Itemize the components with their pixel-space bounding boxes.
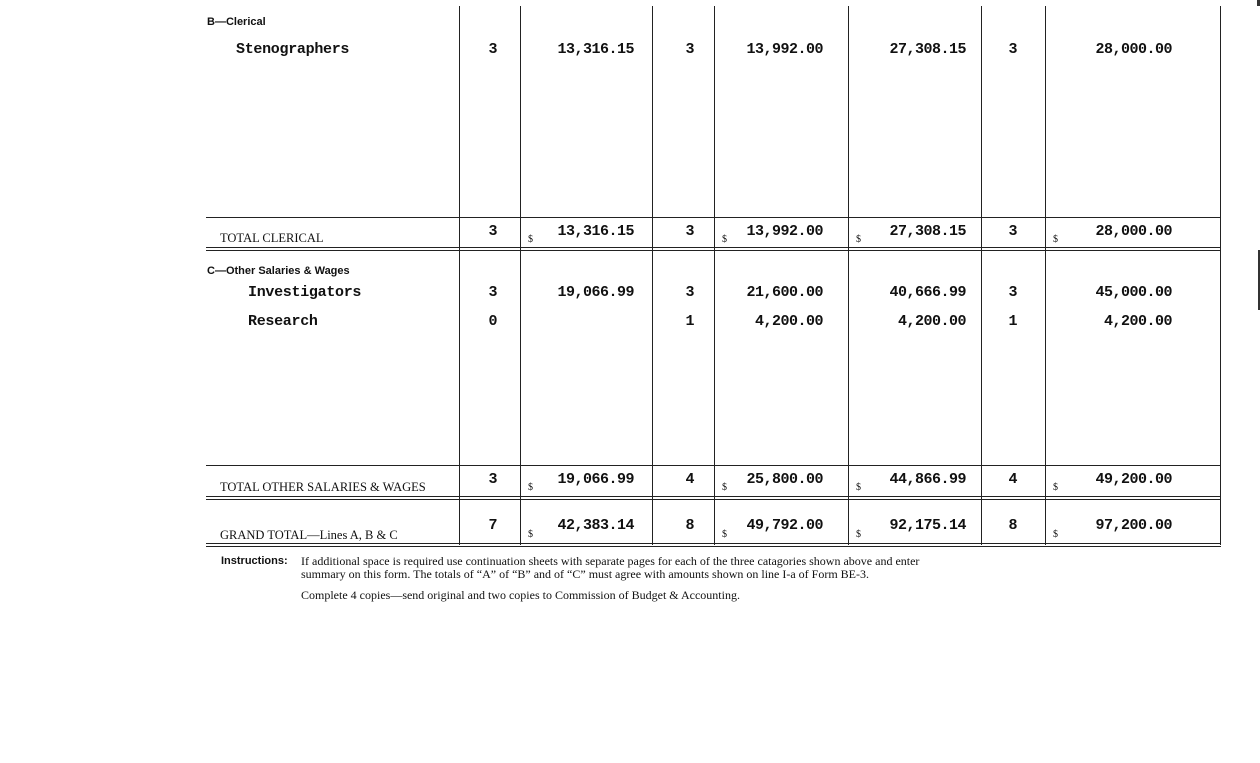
- cell: 3: [685, 284, 695, 301]
- cell: 3: [488, 471, 498, 488]
- cell: 4,200.00: [897, 313, 966, 330]
- section-header-other-salaries: C—Other Salaries & Wages: [207, 265, 350, 277]
- dollar-sign: $: [1053, 482, 1058, 493]
- total-label: TOTAL CLERICAL: [220, 231, 324, 245]
- rule-below-grand-total: [206, 546, 1221, 547]
- dollar-sign: $: [856, 234, 861, 245]
- cell: 3: [685, 41, 695, 58]
- dollar-sign: $: [722, 234, 727, 245]
- dollar-sign: $: [722, 482, 727, 493]
- cell: 13,316.15: [557, 41, 634, 58]
- row-title: Investigators: [248, 284, 362, 301]
- cell: 1: [685, 313, 695, 330]
- rule-below-grand-total: [206, 543, 1221, 544]
- cell: 3: [488, 284, 498, 301]
- rule-below-total-clerical: [206, 250, 1221, 251]
- cell: 0: [488, 313, 498, 330]
- dollar-sign: $: [722, 529, 727, 540]
- cell: 3: [1008, 284, 1018, 301]
- cell: 13,992.00: [746, 41, 823, 58]
- cell: 13,316.15: [557, 223, 634, 240]
- instructions-line: summary on this form. The totals of “A” of “B” and of “C” must agree with amounts shown on line I-a of Form BE-3.: [301, 567, 869, 581]
- dollar-sign: $: [528, 482, 533, 493]
- dollar-sign: $: [528, 529, 533, 540]
- cell: 8: [1008, 517, 1018, 534]
- rule-below-total-other: [206, 499, 1221, 500]
- cell: 42,383.14: [557, 517, 634, 534]
- dollar-sign: $: [1053, 234, 1058, 245]
- cell: 40,666.99: [889, 284, 966, 301]
- cell: 3: [685, 223, 695, 240]
- cell: 1: [1008, 313, 1018, 330]
- cell: 7: [488, 517, 498, 534]
- rule-below-total-clerical: [206, 247, 1221, 248]
- cell: 4,200.00: [1103, 313, 1172, 330]
- dollar-sign: $: [856, 529, 861, 540]
- cell: 19,066.99: [557, 284, 634, 301]
- cell: 45,000.00: [1095, 284, 1172, 301]
- rule-below-total-other: [206, 496, 1221, 497]
- cell: 25,800.00: [746, 471, 823, 488]
- rule-above-total-clerical: [206, 217, 1221, 218]
- rule-above-total-other: [206, 465, 1221, 466]
- cell: 28,000.00: [1095, 41, 1172, 58]
- total-label: TOTAL OTHER SALARIES & WAGES: [220, 480, 426, 494]
- cell: 27,308.15: [889, 41, 966, 58]
- cell: 3: [1008, 223, 1018, 240]
- instructions-line: If additional space is required use continuation sheets with separate pages for each of the three catagories shown above and enter: [301, 554, 920, 568]
- grand-total-label: GRAND TOTAL—Lines A, B & C: [220, 528, 398, 542]
- cell: 13,992.00: [746, 223, 823, 240]
- cell: 4: [1008, 471, 1018, 488]
- section-header-clerical: B—Clerical: [207, 16, 266, 28]
- instructions-label: Instructions:: [221, 555, 288, 567]
- cell: 3: [1008, 41, 1018, 58]
- cell: 28,000.00: [1095, 223, 1172, 240]
- dollar-sign: $: [1053, 529, 1058, 540]
- cell: 4,200.00: [754, 313, 823, 330]
- instructions-line: Complete 4 copies—send original and two copies to Commission of Budget & Accounting.: [301, 588, 740, 602]
- cell: 27,308.15: [889, 223, 966, 240]
- cell: 4: [685, 471, 695, 488]
- row-title: Stenographers: [236, 41, 350, 58]
- cell: 19,066.99: [557, 471, 634, 488]
- cell: 92,175.14: [889, 517, 966, 534]
- cell: 21,600.00: [746, 284, 823, 301]
- cell: 49,792.00: [746, 517, 823, 534]
- cell: 97,200.00: [1095, 517, 1172, 534]
- dollar-sign: $: [528, 234, 533, 245]
- cell: 44,866.99: [889, 471, 966, 488]
- cell: 8: [685, 517, 695, 534]
- cell: 3: [488, 223, 498, 240]
- row-title: Research: [248, 313, 318, 330]
- dollar-sign: $: [856, 482, 861, 493]
- cell: 3: [488, 41, 498, 58]
- cell: 49,200.00: [1095, 471, 1172, 488]
